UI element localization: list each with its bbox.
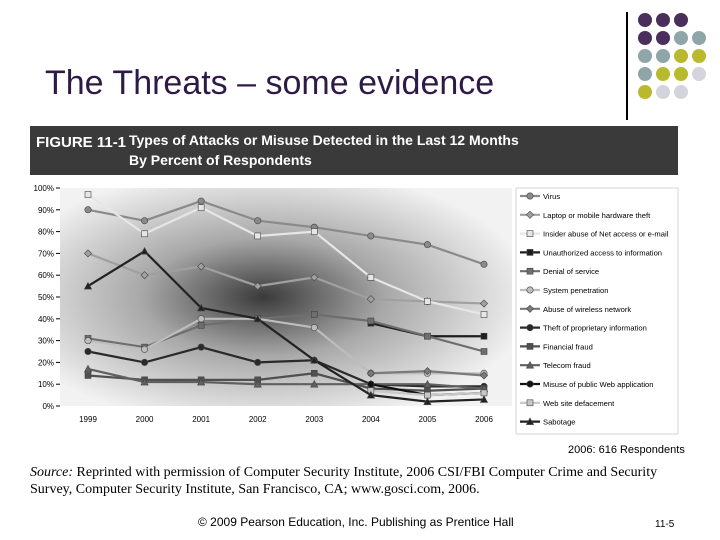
legend-label: Misuse of public Web application xyxy=(543,380,654,389)
data-point xyxy=(527,343,533,349)
y-tick-label: 40% xyxy=(37,314,54,324)
source-citation xyxy=(30,464,680,498)
x-tick-label: 2001 xyxy=(192,415,211,424)
data-point xyxy=(368,381,374,387)
data-point xyxy=(424,298,430,304)
accent-dot xyxy=(638,67,652,81)
legend-label: Web site defacement xyxy=(543,398,615,408)
page-number: 11-5 xyxy=(655,519,675,530)
attack-types-line-chart xyxy=(30,178,680,460)
accent-dot xyxy=(638,49,652,63)
legend-label: Abuse of wireless network xyxy=(543,304,632,314)
data-point xyxy=(198,316,204,322)
x-tick-label: 2004 xyxy=(361,415,380,424)
data-point xyxy=(527,231,533,237)
data-point xyxy=(481,390,487,396)
source-text: Reprinted with permission of Computer Security Institute, 2006 CSI/FBI Computer Crime and Security Survey, Computer Security Institute, San Francisco, CA; www.gosci.com, 2006. xyxy=(30,465,658,497)
data-point xyxy=(142,231,148,237)
data-point xyxy=(85,192,91,198)
data-point xyxy=(141,346,147,352)
accent-dot xyxy=(656,31,670,45)
data-point xyxy=(85,337,91,343)
y-tick-label: 80% xyxy=(37,227,54,237)
accent-dot xyxy=(656,85,670,99)
data-point xyxy=(481,333,487,339)
accent-dot xyxy=(674,13,688,27)
data-point xyxy=(368,274,374,280)
figure-label: FIGURE 11-1 xyxy=(36,134,127,151)
accent-dot xyxy=(656,13,670,27)
legend-label: Telecom fraud xyxy=(543,361,591,371)
legend-label: System penetration xyxy=(543,286,609,295)
data-point xyxy=(255,233,261,239)
source-label: Source: xyxy=(30,465,74,480)
copyright-footer: © 2009 Pearson Education, Inc. Publishing as Prentice Hall xyxy=(198,515,514,529)
accent-dot xyxy=(656,49,670,63)
y-tick-label: 50% xyxy=(37,293,54,302)
data-point xyxy=(527,400,533,406)
data-point xyxy=(527,381,533,387)
data-point xyxy=(481,311,487,317)
legend-label: Virus xyxy=(543,192,561,201)
data-point xyxy=(424,333,430,339)
data-point xyxy=(198,205,204,211)
respondents-note: 2006: 616 Respondents xyxy=(568,444,685,456)
figure-title-line2: By Percent of Respondents xyxy=(129,152,312,168)
data-point xyxy=(85,207,91,213)
figure-title-line1: Types of Attacks or Misuse Detected in the Last 12 Months xyxy=(129,132,519,148)
accent-dot xyxy=(692,31,706,45)
data-point xyxy=(424,241,430,247)
legend-label: Insider abuse of Net access or e-mail xyxy=(543,229,669,239)
data-point xyxy=(527,193,533,199)
data-point xyxy=(198,344,204,350)
accent-dot xyxy=(674,67,688,81)
legend-label: Theft of proprietary information xyxy=(543,323,647,333)
title-divider xyxy=(626,12,628,120)
data-point xyxy=(311,229,317,235)
legend-label: Unauthorized access to information xyxy=(543,248,663,258)
y-tick-label: 90% xyxy=(37,205,54,215)
data-point xyxy=(141,359,147,365)
y-tick-label: 70% xyxy=(37,249,54,259)
x-tick-label: 2002 xyxy=(248,415,267,424)
slide-title: The Threats – some evidence xyxy=(45,64,495,102)
accent-dot xyxy=(692,49,706,63)
data-point xyxy=(255,359,261,365)
x-tick-label: 2006 xyxy=(475,415,493,424)
data-point xyxy=(311,370,317,376)
data-point xyxy=(85,372,91,378)
accent-dot xyxy=(638,31,652,45)
x-tick-label: 2000 xyxy=(135,415,154,424)
legend-label: Financial fraud xyxy=(543,342,593,352)
accent-dot xyxy=(638,85,652,99)
accent-dot xyxy=(674,31,688,45)
y-tick-label: 0% xyxy=(42,402,54,411)
data-point xyxy=(527,249,533,255)
y-tick-label: 100% xyxy=(33,184,54,193)
data-point xyxy=(85,348,91,354)
x-tick-label: 2003 xyxy=(305,415,324,424)
y-tick-label: 10% xyxy=(37,380,54,390)
data-point xyxy=(481,261,487,267)
data-point xyxy=(527,268,533,274)
accent-dot xyxy=(656,67,670,81)
data-point xyxy=(481,349,487,355)
data-point xyxy=(255,218,261,224)
data-point xyxy=(198,198,204,204)
decorative-dot-grid xyxy=(636,12,720,122)
legend-label: Sabotage xyxy=(543,417,576,427)
data-point xyxy=(424,392,430,398)
x-tick-label: 1999 xyxy=(79,415,97,424)
data-point xyxy=(311,324,317,330)
accent-dot xyxy=(638,13,652,27)
data-point xyxy=(141,218,147,224)
accent-dot xyxy=(674,49,688,63)
figure-header xyxy=(30,126,678,175)
y-tick-label: 60% xyxy=(37,271,54,281)
legend-item xyxy=(520,230,669,239)
legend-label: Laptop or mobile hardware theft xyxy=(543,210,651,220)
accent-dot xyxy=(674,85,688,99)
data-point xyxy=(198,322,204,328)
data-point xyxy=(311,311,317,317)
accent-dot xyxy=(692,67,706,81)
y-tick-label: 20% xyxy=(37,358,54,368)
data-point xyxy=(368,233,374,239)
data-point xyxy=(527,287,533,293)
data-point xyxy=(527,324,533,330)
y-tick-label: 30% xyxy=(37,336,54,346)
x-tick-label: 2005 xyxy=(418,415,437,424)
legend-label: Denial of service xyxy=(543,267,600,277)
data-point xyxy=(368,318,374,324)
